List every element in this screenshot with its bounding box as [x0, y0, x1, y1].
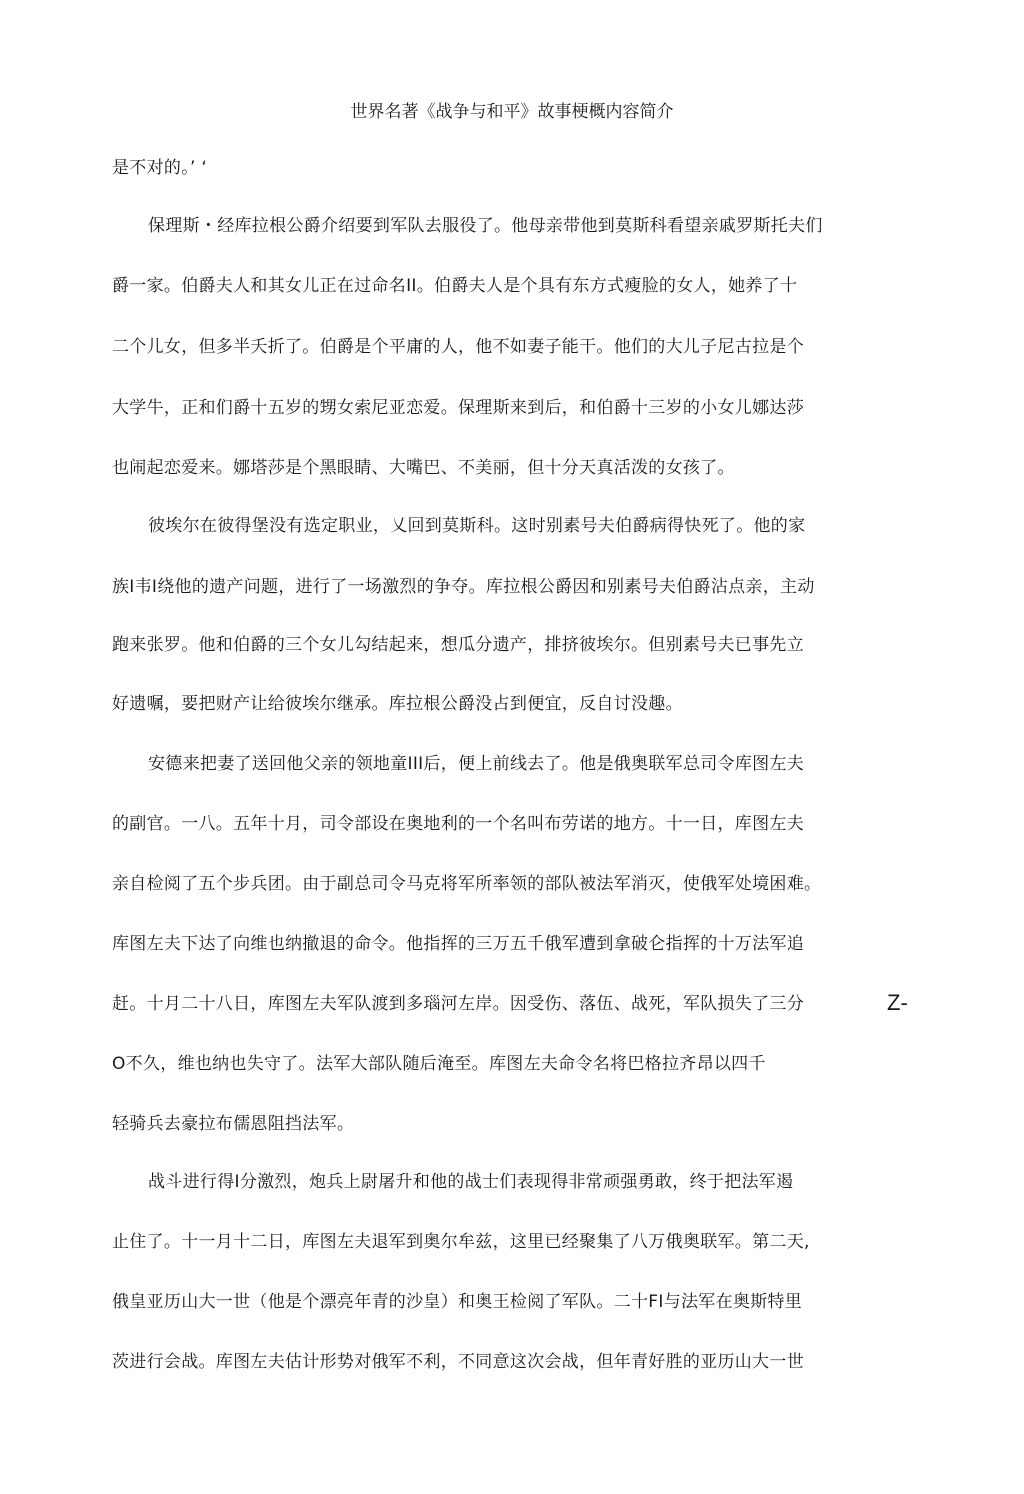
text-line: 轻骑兵去豪拉布儒恩阻挡法军。 — [112, 1114, 355, 1134]
text-line: 跑来张罗。他和伯爵的三个女儿勾结起来，想瓜分遗产，排挤彼埃尔。但别素号夫已事先立 — [112, 635, 804, 655]
paragraph-start-line: 彼埃尔在彼得堡没有选定职业，乂回到莫斯科。这时别素号夫伯爵病得快死了。他的家 — [148, 516, 806, 536]
paragraph-start-line: 安德来把妻了送回他父亲的领地童III后，便上前线去了。他是俄奥联军总司令库图左夫 — [148, 754, 805, 774]
text-line: 茨进行会战。库图左夫估计形势对俄军不利，不同意这次会战，但年青好胜的亚历山大一世 — [112, 1352, 804, 1372]
text-line: 是不对的。’ ‘ — [112, 158, 208, 178]
text-line: 俄皇亚历山大一世（他是个漂亮年青的沙皇）和奥王检阅了军队。二十FI与法军在奥斯特里 — [112, 1292, 803, 1312]
page-title: 世界名著《战争与和平》故事梗概内容简介 — [350, 102, 674, 122]
text-line: 赶。十月二十八日，库图左夫军队渡到多瑙河左岸。因受伤、落伍、战死，军队损失了三分 — [112, 994, 804, 1014]
text-line: 库图左夫下达了向维也纳撤退的命令。他指挥的三万五千俄军遭到拿破仑指挥的十万法军追 — [112, 934, 804, 954]
text-line: 也闹起恋爱来。娜塔莎是个黑眼睛、大嘴巴、不美丽，但十分天真活泼的女孩了。 — [112, 458, 735, 478]
text-line: 二个儿女，但多半夭折了。伯爵是个平庸的人，他不如妻子能干。他们的大儿子尼古拉是个 — [112, 337, 804, 357]
text-line: 族I韦I绕他的遗产问题，进行了一场激烈的争夺。库拉根公爵因和别素号夫伯爵沾点亲，主动 — [112, 577, 815, 597]
text-line: O不久，维也纳也失守了。法军大部队随后淹至。库图左夫命令名将巴格拉齐昂以四千 — [112, 1054, 766, 1074]
text-line: 大学牛，正和们爵十五岁的甥女索尼亚恋爱。保理斯来到后，和伯爵十三岁的小女儿娜达莎 — [112, 398, 804, 418]
text-line: 止住了。十一月十二日，库图左夫退军到奥尔牟兹，这里已经聚集了八万俄奥联军。第二天, — [112, 1232, 810, 1252]
text-line: 好遗嘱，要把财产让给彼埃尔继承。库拉根公爵没占到便宜，反自讨没趣。 — [112, 694, 683, 714]
text-line: 爵一家。伯爵夫人和其女儿正在过命名II。伯爵夫人是个具有东方式瘦脸的女人，她养了十 — [112, 276, 798, 296]
text-line: 的副官。一八。五年十月，司令部设在奥地利的一个名叫布劳诺的地方。十一日，库图左夫 — [112, 814, 804, 834]
paragraph-start-line: 保理斯・经库拉根公爵介绍要到军队去服役了。他母亲带他到莫斯科看望亲戚罗斯托夫们 — [148, 216, 823, 236]
text-line: 亲自检阅了五个步兵团。由于副总司令马克将军所率领的部队被法军消灭，使俄军处境困难。 — [112, 874, 822, 894]
paragraph-start-line: 战斗进行得I分激烈，炮兵上尉屠升和他的战士们表现得非常顽强勇敢，终于把法军遏 — [148, 1172, 794, 1192]
margin-mark: Z- — [887, 990, 908, 1015]
